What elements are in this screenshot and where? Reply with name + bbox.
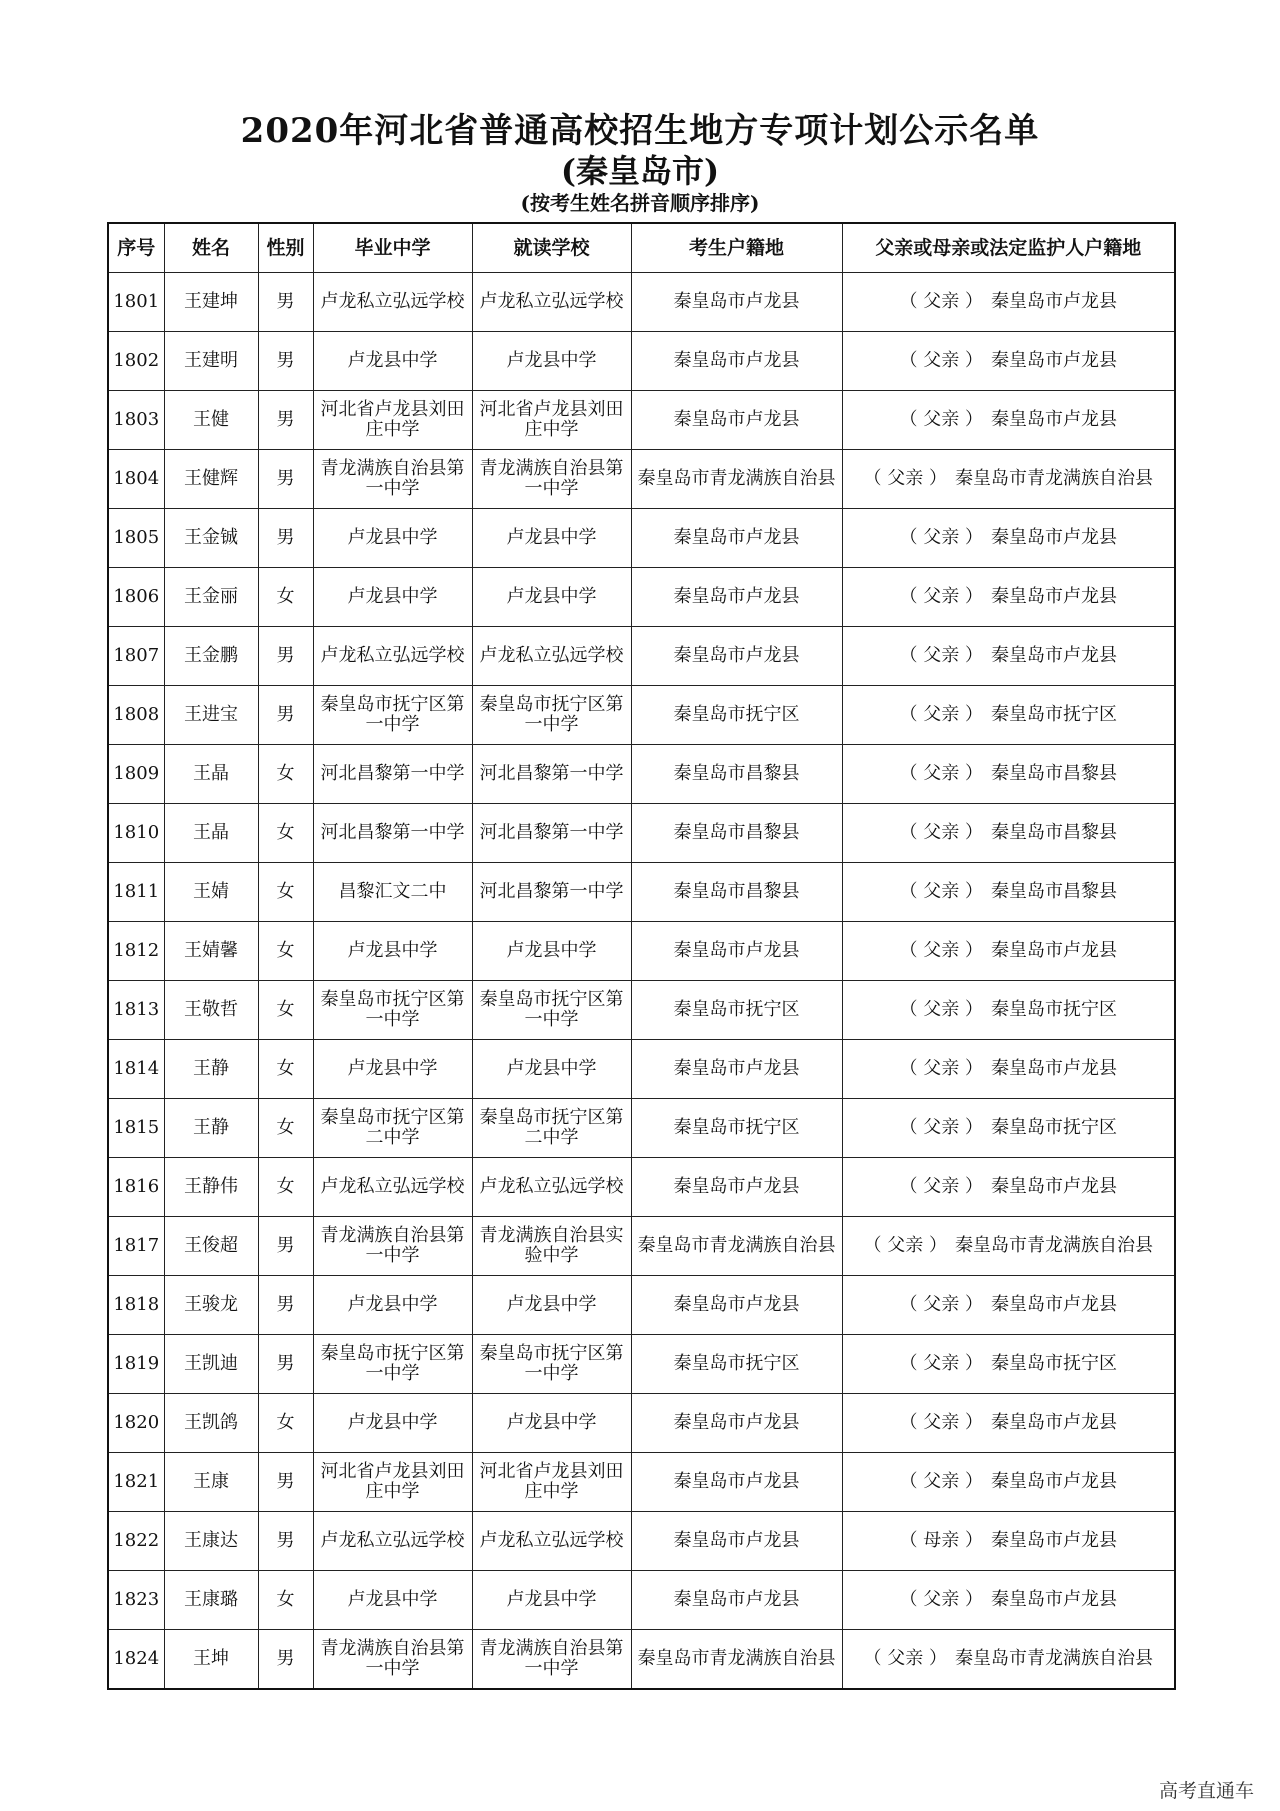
cell-grad-school: 卢龙县中学 (313, 1394, 472, 1453)
col-header-no: 序号 (108, 223, 164, 273)
guardian-relation: （ 父亲 ） (899, 822, 983, 843)
table-header-row (108, 223, 1175, 273)
cell-grad-school: 青龙满族自治县第一中学 (313, 1630, 472, 1690)
cell-current-school: 秦皇岛市抚宁区第二中学 (472, 1099, 631, 1158)
guardian-place: 秦皇岛市卢龙县 (990, 645, 1117, 666)
cell-current-school: 卢龙县中学 (472, 509, 631, 568)
cell-guardian-household (842, 391, 1175, 450)
cell-current-school: 秦皇岛市抚宁区第一中学 (472, 981, 631, 1040)
cell-name: 王敬哲 (164, 981, 258, 1040)
admission-list-table (107, 222, 1176, 1690)
cell-current-school: 秦皇岛市抚宁区第一中学 (472, 1335, 631, 1394)
cell-gender: 男 (258, 391, 313, 450)
cell-grad-school: 卢龙县中学 (313, 1276, 472, 1335)
guardian-relation: （ 父亲 ） (899, 881, 983, 902)
cell-name: 王建明 (164, 332, 258, 391)
table-row (108, 863, 1175, 922)
col-header-current-school: 就读学校 (472, 223, 631, 273)
cell-household: 秦皇岛市卢龙县 (631, 1040, 842, 1099)
page-subtitle: (秦皇岛市) (560, 152, 720, 190)
guardian-place: 秦皇岛市昌黎县 (990, 881, 1117, 902)
guardian-place: 秦皇岛市卢龙县 (990, 1412, 1117, 1433)
cell-gender: 男 (258, 1276, 313, 1335)
cell-guardian-household (842, 1512, 1175, 1571)
cell-current-school: 卢龙私立弘远学校 (472, 273, 631, 332)
cell-name: 王金铖 (164, 509, 258, 568)
cell-household: 秦皇岛市抚宁区 (631, 1335, 842, 1394)
cell-no: 1813 (108, 981, 164, 1040)
cell-household: 秦皇岛市卢龙县 (631, 1571, 842, 1630)
cell-household: 秦皇岛市卢龙县 (631, 1453, 842, 1512)
cell-name: 王建坤 (164, 273, 258, 332)
guardian-relation: （ 父亲 ） (863, 1235, 947, 1256)
cell-gender: 女 (258, 1040, 313, 1099)
cell-household: 秦皇岛市青龙满族自治县 (631, 1630, 842, 1690)
table-row (108, 1453, 1175, 1512)
cell-household: 秦皇岛市卢龙县 (631, 568, 842, 627)
cell-grad-school: 卢龙私立弘远学校 (313, 273, 472, 332)
guardian-relation: （ 父亲 ） (899, 1471, 983, 1492)
table-row (108, 1217, 1175, 1276)
cell-no: 1805 (108, 509, 164, 568)
cell-guardian-household (842, 627, 1175, 686)
table-row (108, 627, 1175, 686)
cell-grad-school: 昌黎汇文二中 (313, 863, 472, 922)
cell-no: 1812 (108, 922, 164, 981)
guardian-place: 秦皇岛市卢龙县 (990, 1058, 1117, 1079)
cell-guardian-household (842, 1040, 1175, 1099)
cell-current-school: 秦皇岛市抚宁区第一中学 (472, 686, 631, 745)
cell-guardian-household (842, 745, 1175, 804)
cell-household: 秦皇岛市卢龙县 (631, 627, 842, 686)
cell-no: 1810 (108, 804, 164, 863)
cell-no: 1816 (108, 1158, 164, 1217)
guardian-relation: （ 父亲 ） (899, 1058, 983, 1079)
cell-gender: 男 (258, 1512, 313, 1571)
guardian-relation: （ 父亲 ） (899, 704, 983, 725)
cell-name: 王骏龙 (164, 1276, 258, 1335)
cell-grad-school: 卢龙县中学 (313, 332, 472, 391)
cell-household: 秦皇岛市昌黎县 (631, 745, 842, 804)
table-row (108, 922, 1175, 981)
cell-grad-school: 卢龙私立弘远学校 (313, 1158, 472, 1217)
cell-no: 1806 (108, 568, 164, 627)
guardian-place: 秦皇岛市青龙满族自治县 (954, 1235, 1153, 1256)
guardian-place: 秦皇岛市卢龙县 (990, 1471, 1117, 1492)
cell-name: 王晶 (164, 745, 258, 804)
cell-current-school: 河北省卢龙县刘田庄中学 (472, 1453, 631, 1512)
table-row (108, 1158, 1175, 1217)
cell-name: 王康璐 (164, 1571, 258, 1630)
cell-current-school: 卢龙私立弘远学校 (472, 1158, 631, 1217)
cell-grad-school: 河北省卢龙县刘田庄中学 (313, 391, 472, 450)
cell-current-school: 青龙满族自治县第一中学 (472, 1630, 631, 1690)
table-row (108, 686, 1175, 745)
cell-household: 秦皇岛市卢龙县 (631, 1512, 842, 1571)
table-row (108, 391, 1175, 450)
table-row (108, 1040, 1175, 1099)
cell-guardian-household (842, 332, 1175, 391)
guardian-relation: （ 父亲 ） (899, 586, 983, 607)
cell-name: 王健 (164, 391, 258, 450)
cell-no: 1817 (108, 1217, 164, 1276)
cell-name: 王静 (164, 1099, 258, 1158)
guardian-relation: （ 父亲 ） (899, 1176, 983, 1197)
guardian-relation: （ 父亲 ） (863, 468, 947, 489)
col-header-guardian-household: 父亲或母亲或法定监护人户籍地 (842, 223, 1175, 273)
table-row (108, 509, 1175, 568)
cell-guardian-household (842, 1453, 1175, 1512)
cell-household: 秦皇岛市卢龙县 (631, 273, 842, 332)
cell-guardian-household (842, 981, 1175, 1040)
cell-gender: 男 (258, 686, 313, 745)
cell-current-school: 卢龙县中学 (472, 332, 631, 391)
cell-gender: 男 (258, 509, 313, 568)
cell-name: 王婧馨 (164, 922, 258, 981)
guardian-place: 秦皇岛市抚宁区 (990, 999, 1117, 1020)
cell-current-school: 卢龙县中学 (472, 1571, 631, 1630)
cell-no: 1821 (108, 1453, 164, 1512)
cell-guardian-household (842, 1571, 1175, 1630)
guardian-place: 秦皇岛市昌黎县 (990, 763, 1117, 784)
cell-grad-school: 卢龙县中学 (313, 509, 472, 568)
cell-no: 1823 (108, 1571, 164, 1630)
cell-name: 王坤 (164, 1630, 258, 1690)
guardian-place: 秦皇岛市卢龙县 (990, 1530, 1117, 1551)
guardian-relation: （ 父亲 ） (899, 1412, 983, 1433)
page-title: 2020年河北省普通高校招生地方专项计划公示名单 (240, 111, 1040, 151)
cell-gender: 男 (258, 1335, 313, 1394)
guardian-place: 秦皇岛市青龙满族自治县 (954, 468, 1153, 489)
cell-guardian-household (842, 568, 1175, 627)
guardian-relation: （ 父亲 ） (899, 350, 983, 371)
col-header-name: 姓名 (164, 223, 258, 273)
cell-gender: 女 (258, 863, 313, 922)
cell-no: 1815 (108, 1099, 164, 1158)
guardian-place: 秦皇岛市抚宁区 (990, 1117, 1117, 1138)
table-row (108, 332, 1175, 391)
guardian-place: 秦皇岛市卢龙县 (990, 1294, 1117, 1315)
cell-gender: 女 (258, 1394, 313, 1453)
cell-gender: 男 (258, 1453, 313, 1512)
cell-current-school: 卢龙私立弘远学校 (472, 627, 631, 686)
cell-guardian-household (842, 1276, 1175, 1335)
table-row (108, 1571, 1175, 1630)
cell-household: 秦皇岛市卢龙县 (631, 509, 842, 568)
guardian-relation: （ 父亲 ） (899, 409, 983, 430)
table-row (108, 273, 1175, 332)
cell-name: 王婧 (164, 863, 258, 922)
cell-current-school: 河北昌黎第一中学 (472, 804, 631, 863)
cell-current-school: 河北昌黎第一中学 (472, 863, 631, 922)
cell-household: 秦皇岛市卢龙县 (631, 1276, 842, 1335)
cell-guardian-household (842, 1335, 1175, 1394)
cell-current-school: 卢龙县中学 (472, 1394, 631, 1453)
cell-grad-school: 卢龙县中学 (313, 1571, 472, 1630)
guardian-place: 秦皇岛市卢龙县 (990, 586, 1117, 607)
cell-name: 王金鹏 (164, 627, 258, 686)
cell-name: 王健辉 (164, 450, 258, 509)
cell-name: 王康达 (164, 1512, 258, 1571)
cell-grad-school: 青龙满族自治县第一中学 (313, 1217, 472, 1276)
col-header-gender: 性别 (258, 223, 313, 273)
guardian-place: 秦皇岛市卢龙县 (990, 291, 1117, 312)
table-row (108, 1512, 1175, 1571)
cell-gender: 男 (258, 1630, 313, 1690)
cell-no: 1804 (108, 450, 164, 509)
cell-gender: 女 (258, 745, 313, 804)
cell-name: 王进宝 (164, 686, 258, 745)
cell-household: 秦皇岛市抚宁区 (631, 981, 842, 1040)
cell-no: 1820 (108, 1394, 164, 1453)
guardian-place: 秦皇岛市卢龙县 (990, 409, 1117, 430)
cell-gender: 女 (258, 1099, 313, 1158)
cell-household: 秦皇岛市青龙满族自治县 (631, 1217, 842, 1276)
cell-grad-school: 秦皇岛市抚宁区第一中学 (313, 1335, 472, 1394)
guardian-place: 秦皇岛市卢龙县 (990, 1589, 1117, 1610)
cell-no: 1803 (108, 391, 164, 450)
guardian-relation: （ 父亲 ） (899, 1589, 983, 1610)
cell-grad-school: 青龙满族自治县第一中学 (313, 450, 472, 509)
cell-no: 1809 (108, 745, 164, 804)
cell-guardian-household (842, 273, 1175, 332)
cell-grad-school: 卢龙私立弘远学校 (313, 1512, 472, 1571)
cell-no: 1807 (108, 627, 164, 686)
cell-gender: 男 (258, 332, 313, 391)
table-row (108, 1630, 1175, 1690)
guardian-place: 秦皇岛市抚宁区 (990, 704, 1117, 725)
cell-guardian-household (842, 804, 1175, 863)
cell-grad-school: 卢龙县中学 (313, 922, 472, 981)
col-header-grad-school: 毕业中学 (313, 223, 472, 273)
cell-current-school: 青龙满族自治县实验中学 (472, 1217, 631, 1276)
cell-current-school: 河北省卢龙县刘田庄中学 (472, 391, 631, 450)
cell-grad-school: 秦皇岛市抚宁区第一中学 (313, 686, 472, 745)
guardian-relation: （ 父亲 ） (899, 763, 983, 784)
cell-household: 秦皇岛市卢龙县 (631, 391, 842, 450)
cell-name: 王金丽 (164, 568, 258, 627)
footer-watermark: 高考直通车 (1158, 1780, 1254, 1802)
cell-gender: 男 (258, 1217, 313, 1276)
cell-gender: 女 (258, 804, 313, 863)
cell-no: 1824 (108, 1630, 164, 1690)
cell-guardian-household (842, 1217, 1175, 1276)
cell-grad-school: 河北昌黎第一中学 (313, 745, 472, 804)
cell-no: 1811 (108, 863, 164, 922)
cell-gender: 女 (258, 1158, 313, 1217)
cell-guardian-household (842, 1630, 1175, 1690)
guardian-place: 秦皇岛市昌黎县 (990, 822, 1117, 843)
guardian-place: 秦皇岛市卢龙县 (990, 940, 1117, 961)
cell-guardian-household (842, 686, 1175, 745)
cell-grad-school: 卢龙县中学 (313, 568, 472, 627)
cell-household: 秦皇岛市青龙满族自治县 (631, 450, 842, 509)
guardian-place: 秦皇岛市卢龙县 (990, 527, 1117, 548)
cell-grad-school: 卢龙私立弘远学校 (313, 627, 472, 686)
cell-gender: 男 (258, 450, 313, 509)
cell-gender: 女 (258, 1571, 313, 1630)
guardian-relation: （ 母亲 ） (899, 1530, 983, 1551)
cell-guardian-household (842, 1158, 1175, 1217)
cell-name: 王静伟 (164, 1158, 258, 1217)
cell-guardian-household (842, 1099, 1175, 1158)
cell-grad-school: 秦皇岛市抚宁区第二中学 (313, 1099, 472, 1158)
col-header-household: 考生户籍地 (631, 223, 842, 273)
cell-current-school: 卢龙私立弘远学校 (472, 1512, 631, 1571)
cell-guardian-household (842, 509, 1175, 568)
cell-current-school: 卢龙县中学 (472, 1276, 631, 1335)
cell-name: 王康 (164, 1453, 258, 1512)
cell-household: 秦皇岛市卢龙县 (631, 922, 842, 981)
cell-household: 秦皇岛市卢龙县 (631, 1394, 842, 1453)
cell-no: 1819 (108, 1335, 164, 1394)
cell-no: 1818 (108, 1276, 164, 1335)
cell-no: 1808 (108, 686, 164, 745)
cell-gender: 女 (258, 981, 313, 1040)
cell-grad-school: 秦皇岛市抚宁区第一中学 (313, 981, 472, 1040)
cell-current-school: 卢龙县中学 (472, 568, 631, 627)
table-row (108, 1099, 1175, 1158)
cell-grad-school: 卢龙县中学 (313, 1040, 472, 1099)
cell-current-school: 卢龙县中学 (472, 922, 631, 981)
guardian-relation: （ 父亲 ） (899, 1294, 983, 1315)
cell-grad-school: 河北省卢龙县刘田庄中学 (313, 1453, 472, 1512)
table-row (108, 1335, 1175, 1394)
cell-gender: 男 (258, 273, 313, 332)
cell-no: 1822 (108, 1512, 164, 1571)
table-row (108, 745, 1175, 804)
guardian-place: 秦皇岛市卢龙县 (990, 350, 1117, 371)
cell-guardian-household (842, 1394, 1175, 1453)
table-row (108, 450, 1175, 509)
cell-gender: 男 (258, 627, 313, 686)
guardian-relation: （ 父亲 ） (899, 999, 983, 1020)
cell-household: 秦皇岛市卢龙县 (631, 1158, 842, 1217)
table-row (108, 1276, 1175, 1335)
cell-guardian-household (842, 922, 1175, 981)
cell-name: 王俊超 (164, 1217, 258, 1276)
cell-no: 1801 (108, 273, 164, 332)
guardian-place: 秦皇岛市卢龙县 (990, 1176, 1117, 1197)
table-row (108, 568, 1175, 627)
cell-household: 秦皇岛市抚宁区 (631, 1099, 842, 1158)
cell-no: 1802 (108, 332, 164, 391)
guardian-relation: （ 父亲 ） (899, 1353, 983, 1374)
cell-no: 1814 (108, 1040, 164, 1099)
table-row (108, 981, 1175, 1040)
cell-grad-school: 河北昌黎第一中学 (313, 804, 472, 863)
cell-guardian-household (842, 863, 1175, 922)
guardian-relation: （ 父亲 ） (899, 1117, 983, 1138)
cell-name: 王凯鸽 (164, 1394, 258, 1453)
guardian-relation: （ 父亲 ） (899, 645, 983, 666)
cell-gender: 女 (258, 568, 313, 627)
cell-current-school: 河北昌黎第一中学 (472, 745, 631, 804)
cell-gender: 女 (258, 922, 313, 981)
cell-household: 秦皇岛市卢龙县 (631, 332, 842, 391)
cell-household: 秦皇岛市昌黎县 (631, 804, 842, 863)
table-row (108, 1394, 1175, 1453)
guardian-relation: （ 父亲 ） (899, 940, 983, 961)
guardian-relation: （ 父亲 ） (899, 527, 983, 548)
table-row (108, 804, 1175, 863)
cell-guardian-household (842, 450, 1175, 509)
cell-household: 秦皇岛市抚宁区 (631, 686, 842, 745)
guardian-place: 秦皇岛市青龙满族自治县 (954, 1648, 1153, 1669)
cell-name: 王凯迪 (164, 1335, 258, 1394)
cell-name: 王晶 (164, 804, 258, 863)
sort-note: (按考生姓名拼音顺序排序) (520, 191, 760, 215)
cell-name: 王静 (164, 1040, 258, 1099)
guardian-relation: （ 父亲 ） (863, 1648, 947, 1669)
guardian-place: 秦皇岛市抚宁区 (990, 1353, 1117, 1374)
cell-household: 秦皇岛市昌黎县 (631, 863, 842, 922)
guardian-relation: （ 父亲 ） (899, 291, 983, 312)
cell-current-school: 卢龙县中学 (472, 1040, 631, 1099)
cell-current-school: 青龙满族自治县第一中学 (472, 450, 631, 509)
